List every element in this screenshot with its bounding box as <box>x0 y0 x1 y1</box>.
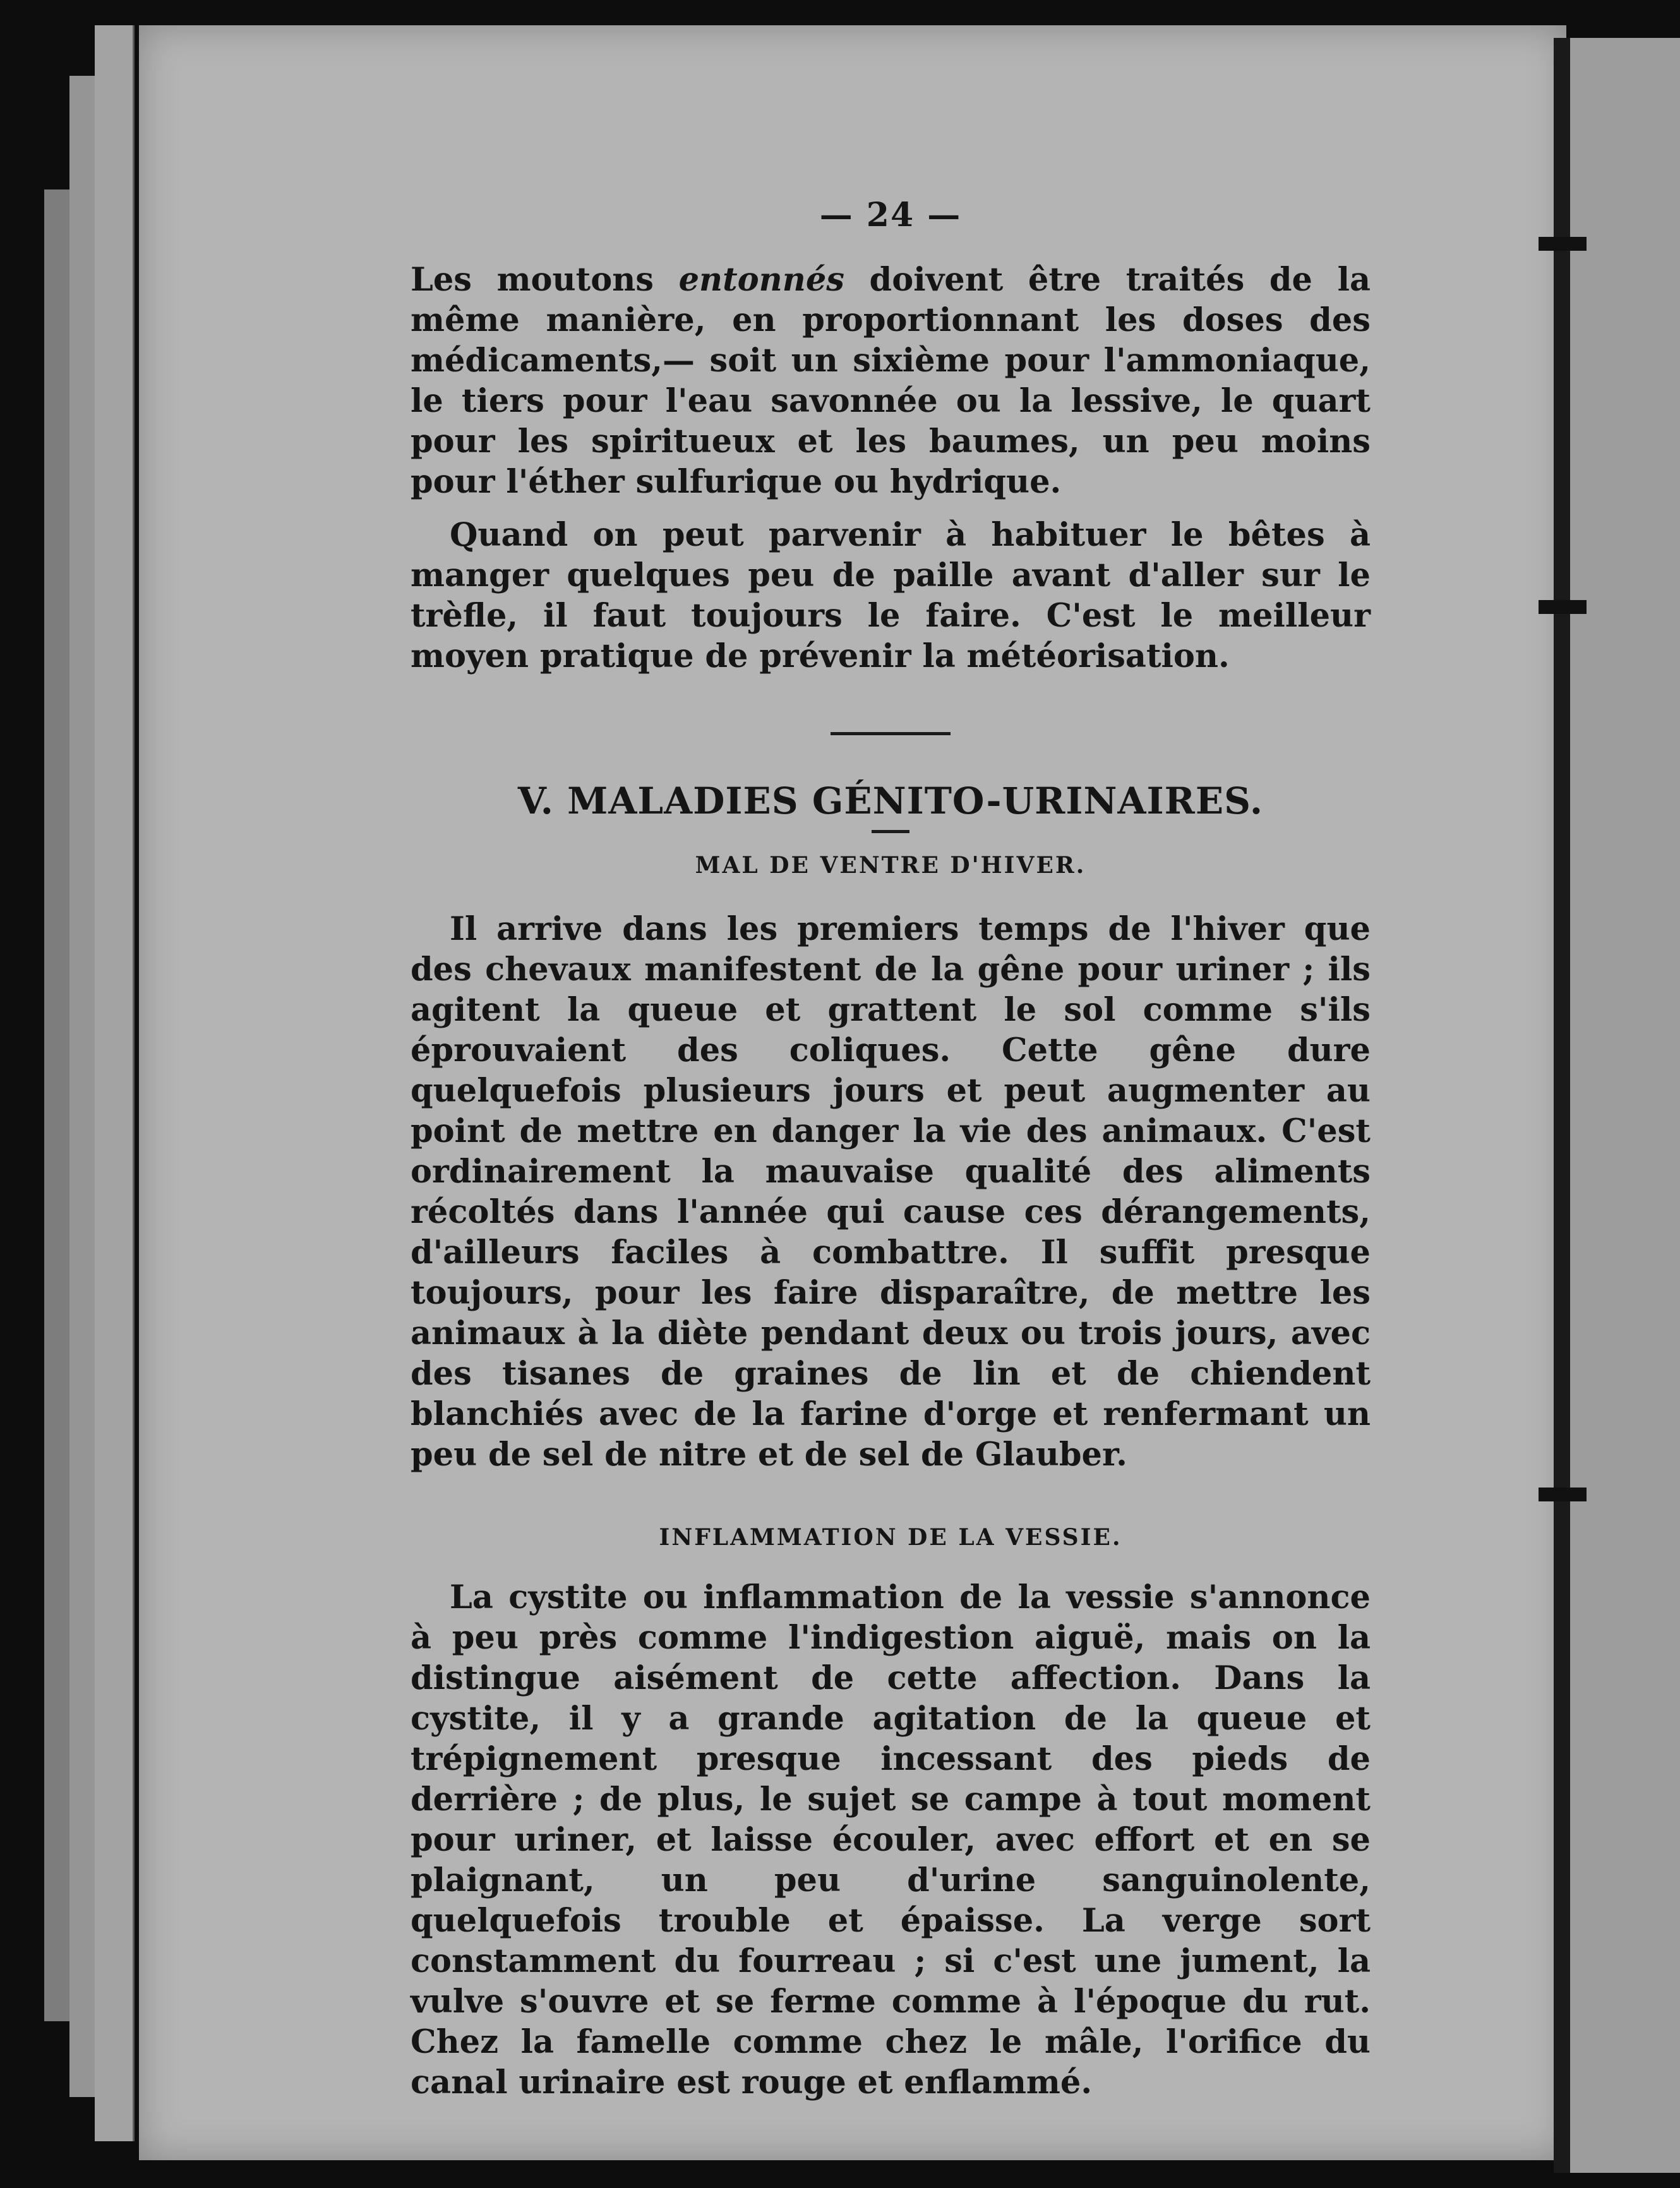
binding-stitch <box>1539 1488 1587 1501</box>
section-title: V. MALADIES GÉNITO-URINAIRES. <box>517 779 1264 822</box>
subsection-heading: MAL DE VENTRE D'HIVER. <box>695 852 1086 879</box>
binding-stitch <box>1539 237 1587 251</box>
paragraph <box>411 260 1371 502</box>
title-underline <box>872 830 909 833</box>
paragraph-text: Les moutons <box>411 261 679 299</box>
page-text <box>411 196 1371 2115</box>
paragraph-text: doivent être traités de la même manière, en proportionnant les doses des médicaments,— soit un sixième pour l'ammoniaque, le tiers pour l'eau savonnée ou la lessive, le quart pour les spiritueux et les baumes, un peu moins pour l'éther sulfurique ou hydrique. <box>411 261 1371 501</box>
binding-stitch <box>1539 600 1587 614</box>
subsection-heading: INFLAMMATION DE LA VESSIE. <box>659 1524 1122 1551</box>
book-binding <box>1554 38 1570 2173</box>
section-divider <box>831 732 951 735</box>
emphasized-word: entonnés <box>678 261 844 299</box>
page-number: — 24 — <box>819 196 962 234</box>
paragraph: Il arrive dans les premiers temps de l'hiver que des chevaux manifestent de la gêne pour uriner ; ils agitent la queue et grattent le sol comme s'ils éprouvaient des coliques. Cette gêne dure quelquefois plusieurs jours et peut augmenter au point de mettre en danger la vie des animaux. C'est ordinairement la mauvaise qualité des aliments récoltés dans l'année qui cause ces dérangements, d'ailleurs faciles à combattre. Il suffit presque toujours, pour les faire disparaître, de mettre les animaux à la diète pendant deux ou trois jours, avec des tisanes de graines de lin et de chiendent blanchiés avec de la farine d'orge et renfermant un peu de sel de nitre et de sel de Glauber. <box>411 910 1371 1474</box>
page-edge <box>95 25 135 2141</box>
paragraph: La cystite ou inflammation de la vessie s'annonce à peu près comme l'indigestion aiguë, mais on la distingue aisément de cette affection. Dans la cystite, il y a grande agitation de la queue et trépignement presque incessant des pieds de derrière ; de plus, le sujet se campe à tout moment pour uriner, et laisse écouler, avec effort et en se plaignant, un peu d'urine sanguinolente, quelquefois trouble et épaisse. La verge sort constamment du fourreau ; si c'est une jument, la vulve s'ouvre et se ferme comme à l'époque du rut. Chez la famelle comme chez le mâle, l'orifice du canal urinaire est rouge et enflammé. <box>411 1578 1371 2101</box>
facing-page-edge <box>1570 38 1680 2173</box>
paragraph: Quand on peut parvenir à habituer le bêtes à manger quelques peu de paille avant d'aller sur le trèfle, il faut toujours le faire. C'est le meilleur moyen pratique de prévenir la météorisation. <box>411 516 1371 675</box>
